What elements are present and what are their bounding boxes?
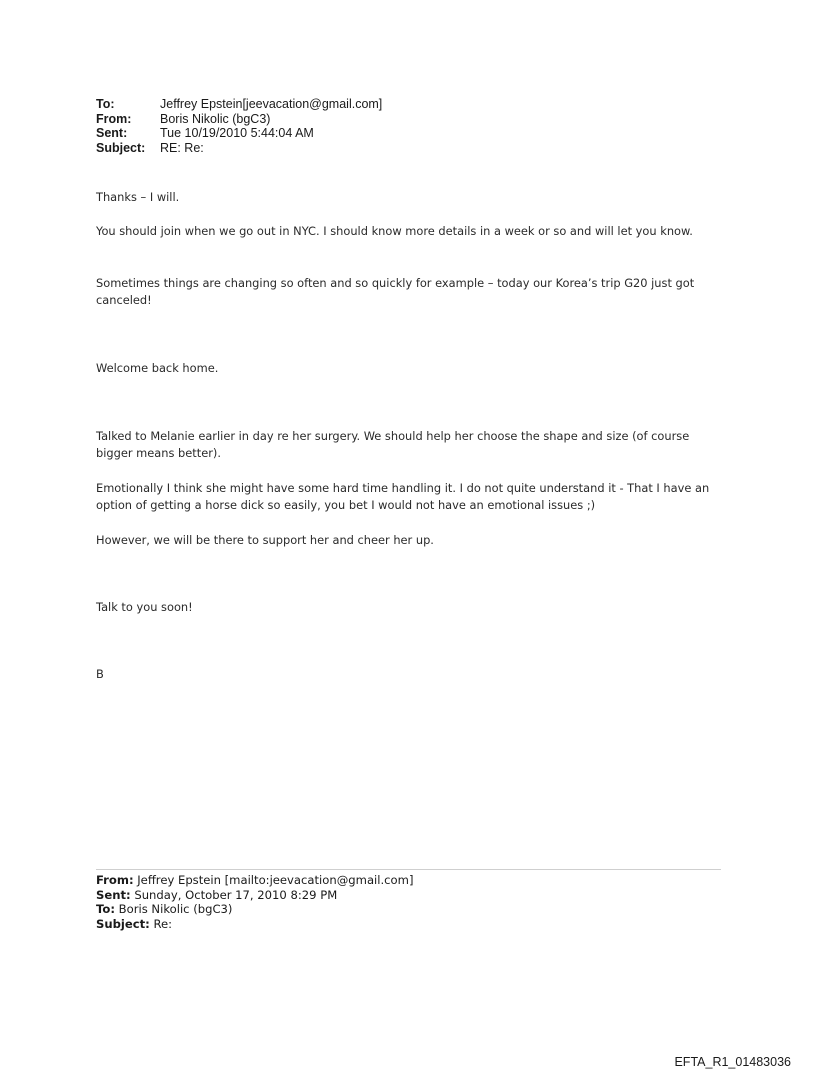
orig-sent-value: Sunday, October 17, 2010 8:29 PM <box>134 887 338 902</box>
body-signature: B <box>96 667 104 681</box>
orig-from-label: From: <box>96 873 134 887</box>
body-paragraph-thanks: Thanks – I will. <box>96 190 180 204</box>
orig-sent-row <box>96 888 413 903</box>
orig-to-value: Boris Nikolic (bgC3) <box>118 902 233 916</box>
to-value: Jeffrey Epstein[jeevacation@gmail.com] <box>160 97 383 111</box>
orig-subject-label: Subject: <box>96 916 150 931</box>
from-row <box>96 112 382 127</box>
subject-value: RE: Re: <box>160 140 204 155</box>
orig-subject-value: Re: <box>153 916 173 931</box>
subject-label: Subject: <box>96 140 146 155</box>
quoted-message-divider <box>96 869 721 870</box>
orig-sent-label: Sent: <box>96 887 131 902</box>
body-paragraph-emotional: Emotionally I think she might have some hard time handling it. I do not quite understand it - That I have an option of getting a horse dick so easily, you bet I would not have an emotional issues ;) <box>96 481 710 512</box>
body-paragraph-surgery: Talked to Melanie earlier in day re her surgery. We should help her choose the shape and size (of course bigger means better). <box>96 429 690 460</box>
body-paragraph-talk-soon: Talk to you soon! <box>96 600 193 614</box>
orig-from-value: Jeffrey Epstein [mailto:jeevacation@gmail.com] <box>137 873 414 887</box>
body-paragraph-support: However, we will be there to support her and cheer her up. <box>96 533 434 547</box>
to-row <box>96 97 382 112</box>
sent-value: Tue 10/19/2010 5:44:04 AM <box>160 126 314 140</box>
orig-to-label: To: <box>96 902 115 916</box>
document-id: EFTA_R1_01483036 <box>674 1055 791 1069</box>
quoted-message-header <box>96 873 413 931</box>
from-label: From: <box>96 111 132 126</box>
body-paragraph-welcome: Welcome back home. <box>96 361 219 375</box>
sent-row <box>96 126 382 141</box>
body-paragraph-g20: Sometimes things are changing so often and so quickly for example – today our Korea’s trip G20 just got canceled! <box>96 276 695 307</box>
subject-row <box>96 141 382 156</box>
body-paragraph-nyc: You should join when we go out in NYC. I should know more details in a week or so and will let you know. <box>96 224 693 238</box>
email-header <box>96 97 382 155</box>
from-value: Boris Nikolic (bgC3) <box>160 111 271 126</box>
orig-from-row <box>96 873 413 888</box>
orig-to-row <box>96 902 413 917</box>
to-label: To: <box>96 97 115 111</box>
orig-subject-row <box>96 917 413 932</box>
sent-label: Sent: <box>96 126 128 140</box>
